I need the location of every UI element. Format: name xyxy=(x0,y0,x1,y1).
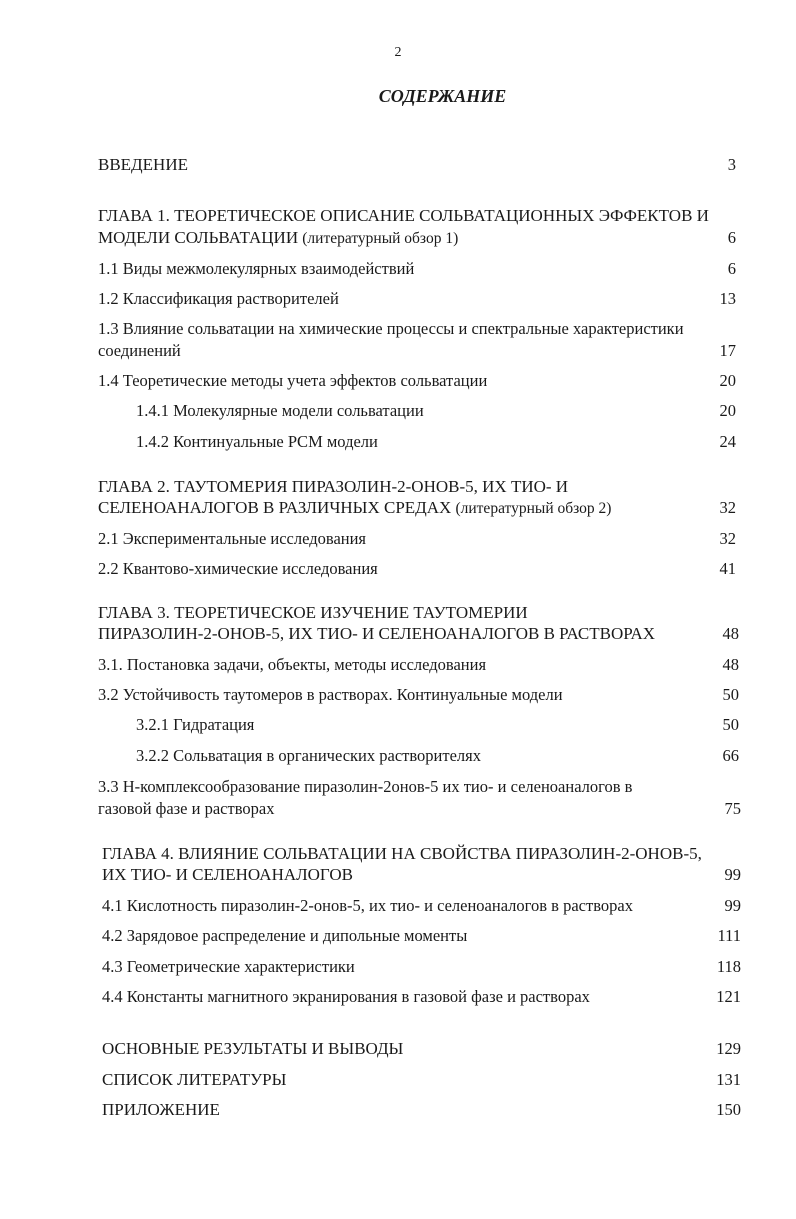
toc-refs-page: 131 xyxy=(716,1070,741,1089)
toc-ch2-line2: СЕЛЕНОАНАЛОГОВ В РАЗЛИЧНЫХ СРЕДАХ (литературный обзор 2) xyxy=(98,498,612,517)
toc-s1-4-1-page: 20 xyxy=(719,401,736,420)
toc-s3-2-page: 50 xyxy=(722,685,739,704)
toc-s3-2-label: 3.2 Устойчивость таутомеров в растворах. Континуальные модели xyxy=(98,685,563,704)
toc-refs-label: СПИСОК ЛИТЕРАТУРЫ xyxy=(102,1070,287,1089)
toc-s1-1-label: 1.1 Виды межмолекулярных взаимодействий xyxy=(98,259,415,278)
toc-s4-3-label: 4.3 Геометрические характеристики xyxy=(102,957,355,976)
toc-appendix-label: ПРИЛОЖЕНИЕ xyxy=(102,1100,220,1119)
toc-ch1-line1: ГЛАВА 1. ТЕОРЕТИЧЕСКОЕ ОПИСАНИЕ СОЛЬВАТАЦИОННЫХ ЭФФЕКТОВ И xyxy=(98,206,709,225)
toc-s4-2-label: 4.2 Зарядовое распределение и дипольные моменты xyxy=(102,926,468,945)
toc-s2-1-page: 32 xyxy=(719,529,736,548)
toc-s3-3-page: 75 xyxy=(724,799,741,818)
toc-s3-1-page: 48 xyxy=(722,655,739,674)
toc-s4-3-page: 118 xyxy=(716,957,741,976)
toc-s3-3-line1: 3.3 H-комплексообразование пиразолин-2онов-5 их тио- и селеноаналогов в xyxy=(98,777,633,796)
toc-appendix-page: 150 xyxy=(716,1100,741,1119)
page-title: СОДЕРЖАНИЕ xyxy=(378,86,507,106)
toc-s2-1-label: 2.1 Экспериментальные исследования xyxy=(98,529,367,548)
toc-s3-2-1-page: 50 xyxy=(722,715,739,734)
toc-ch3-line1: ГЛАВА 3. ТЕОРЕТИЧЕСКОЕ ИЗУЧЕНИЕ ТАУТОМЕРИИ xyxy=(98,603,528,622)
toc-ch1-line2: МОДЕЛИ СОЛЬВАТАЦИИ (литературный обзор 1) xyxy=(98,228,459,247)
toc-s3-3-line2: газовой фазе и растворах xyxy=(98,799,275,818)
toc-intro-label: ВВЕДЕНИЕ xyxy=(98,155,188,174)
toc-ch3-page: 48 xyxy=(722,624,739,643)
toc-s1-3-line1: 1.3 Влияние сольватации на химические процессы и спектральные характеристики xyxy=(98,319,684,338)
toc-s2-2-label: 2.2 Квантово-химические исследования xyxy=(98,559,378,578)
toc-s3-2-1-label: 3.2.1 Гидратация xyxy=(136,715,255,734)
toc-s1-4-label: 1.4 Теоретические методы учета эффектов сольватации xyxy=(98,371,488,390)
toc-s3-2-2-label: 3.2.2 Сольватация в органических растворителях xyxy=(136,746,481,765)
toc-ch4-page: 99 xyxy=(724,865,741,884)
toc-ch4-line1: ГЛАВА 4. ВЛИЯНИЕ СОЛЬВАТАЦИИ НА СВОЙСТВА ПИРАЗОЛИН-2-ОНОВ-5, xyxy=(102,844,702,863)
toc-s1-2-page: 13 xyxy=(719,289,736,308)
toc-s1-4-2-label: 1.4.2 Континуальные PCM модели xyxy=(136,432,378,451)
toc-s1-2-label: 1.2 Классификация растворителей xyxy=(98,289,339,308)
toc-ch2-line1: ГЛАВА 2. ТАУТОМЕРИЯ ПИРАЗОЛИН-2-ОНОВ-5, ИХ ТИО- И xyxy=(98,477,569,496)
toc-results-page: 129 xyxy=(716,1039,741,1058)
toc-s4-1-label: 4.1 Кислотность пиразолин-2-онов-5, их тио- и селеноаналогов в растворах xyxy=(102,896,633,915)
page-number: 2 xyxy=(394,45,402,60)
toc-s1-4-2-page: 24 xyxy=(719,432,736,451)
toc-s3-1-label: 3.1. Постановка задачи, объекты, методы исследования xyxy=(98,655,487,674)
toc-ch2-page: 32 xyxy=(719,498,736,517)
toc-results-label: ОСНОВНЫЕ РЕЗУЛЬТАТЫ И ВЫВОДЫ xyxy=(102,1039,404,1058)
toc-s4-4-label: 4.4 Константы магнитного экранирования в газовой фазе и растворах xyxy=(102,987,590,1006)
toc-s3-2-2-page: 66 xyxy=(722,746,739,765)
toc-intro-page: 3 xyxy=(727,155,736,174)
toc-s1-3-page: 17 xyxy=(719,341,736,360)
toc-ch4-line2: ИХ ТИО- И СЕЛЕНОАНАЛОГОВ xyxy=(102,865,353,884)
toc-s1-1-page: 6 xyxy=(727,259,736,278)
toc-s4-2-page: 111 xyxy=(717,926,741,945)
toc-ch1-page: 6 xyxy=(727,228,736,247)
toc-s1-4-1-label: 1.4.1 Молекулярные модели сольватации xyxy=(136,401,424,420)
toc-s2-2-page: 41 xyxy=(719,559,736,578)
toc-s1-4-page: 20 xyxy=(719,371,736,390)
toc-s1-3-line2: соединений xyxy=(98,341,181,360)
toc-ch3-line2: ПИРАЗОЛИН-2-ОНОВ-5, ИХ ТИО- И СЕЛЕНОАНАЛОГОВ В РАСТВОРАХ xyxy=(98,624,656,643)
toc-s4-4-page: 121 xyxy=(716,987,741,1006)
toc-s4-1-page: 99 xyxy=(724,896,741,915)
